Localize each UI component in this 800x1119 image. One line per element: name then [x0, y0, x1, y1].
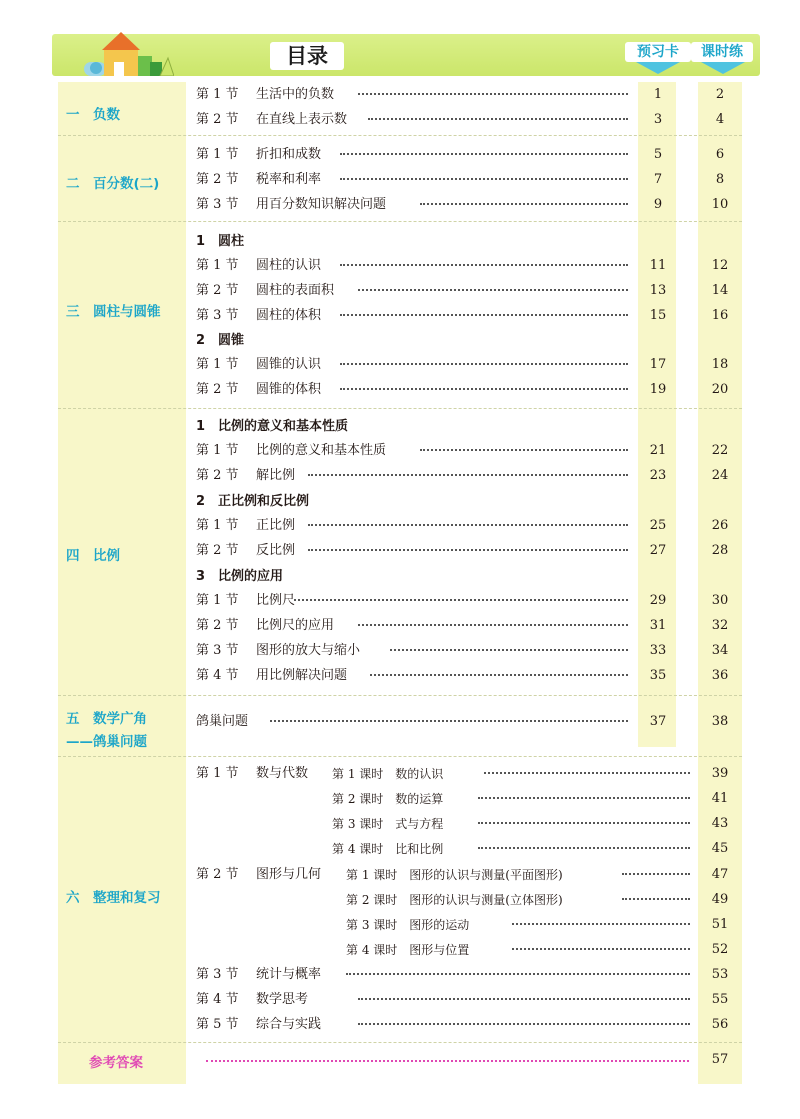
section-number: 第 1 节 — [196, 443, 239, 458]
subsection-heading: 1 比例的意义和基本性质 — [196, 419, 349, 434]
practice-page-number[interactable]: 41 — [711, 791, 729, 806]
section-number: 第 2 节 — [196, 618, 239, 633]
section-number: 第 3 节 — [196, 197, 239, 212]
section-divider — [58, 408, 742, 409]
preview-page-number[interactable]: 7 — [653, 172, 663, 187]
section-divider — [58, 756, 742, 757]
toc-row[interactable] — [196, 381, 636, 399]
preview-page-number[interactable]: 5 — [653, 147, 663, 162]
practice-page-number[interactable]: 28 — [711, 543, 729, 558]
section-title: 用比例解决问题 — [256, 668, 348, 683]
practice-page-number[interactable]: 8 — [715, 172, 725, 187]
practice-page-number[interactable]: 52 — [711, 942, 729, 957]
leader-dots — [340, 178, 628, 180]
answers-page-number[interactable]: 57 — [711, 1052, 729, 1067]
unit-column — [58, 82, 186, 1084]
practice-page-number[interactable]: 32 — [711, 618, 729, 633]
leader-dots — [622, 898, 690, 900]
leader-dots — [368, 118, 628, 120]
unit-label[interactable]: 六 整理和复习 — [66, 890, 161, 906]
preview-page-number[interactable]: 9 — [653, 197, 663, 212]
preview-page-number[interactable]: 37 — [649, 714, 667, 729]
section-title: 图形的放大与缩小 — [256, 643, 361, 658]
leader-dots — [622, 873, 690, 875]
section-number: 第 3 节 — [196, 967, 239, 982]
section-number: 第 2 节 — [196, 543, 239, 558]
preview-page-number[interactable]: 25 — [649, 518, 667, 533]
unit-label[interactable]: 五 数学广角 — [66, 711, 147, 727]
toc-row[interactable] — [196, 790, 696, 808]
lesson-title: 第 2 课时 图形的认识与测量(立体图形) — [346, 893, 563, 907]
leader-dots — [340, 363, 628, 365]
practice-page-number[interactable]: 45 — [711, 841, 729, 856]
subsection-heading: 2 圆锥 — [196, 333, 245, 348]
lesson-title: 第 1 课时 图形的认识与测量(平面图形) — [346, 868, 563, 882]
preview-page-number[interactable]: 21 — [649, 443, 667, 458]
leader-dots — [308, 549, 628, 551]
preview-page-number[interactable]: 15 — [649, 308, 667, 323]
section-title: 反比例 — [256, 543, 296, 558]
practice-page-number[interactable]: 47 — [711, 867, 729, 882]
lesson-title: 第 2 课时 数的运算 — [332, 792, 444, 806]
section-title: 统计与概率 — [256, 967, 322, 982]
preview-page-number[interactable]: 13 — [649, 283, 667, 298]
preview-page-number[interactable]: 19 — [649, 382, 667, 397]
leader-dots — [340, 153, 628, 155]
toc-row[interactable] — [196, 966, 696, 984]
practice-page-number[interactable]: 12 — [711, 258, 729, 273]
chevron-down-icon — [636, 62, 680, 74]
section-title: 数与代数 — [256, 766, 309, 781]
section-number: 第 1 节 — [196, 258, 239, 273]
section-divider — [58, 221, 742, 222]
toc-row[interactable] — [196, 765, 696, 783]
preview-page-number[interactable]: 31 — [649, 618, 667, 633]
leader-dots — [308, 474, 628, 476]
practice-page-number[interactable]: 34 — [711, 643, 729, 658]
leader-dots — [308, 524, 628, 526]
leader-dots — [390, 649, 628, 651]
section-title: 图形与几何 — [256, 867, 322, 882]
section-number: 第 2 节 — [196, 382, 239, 397]
section-title: 正比例 — [256, 518, 296, 533]
section-title: 比例尺 — [256, 593, 296, 608]
toc-row[interactable] — [196, 356, 636, 374]
leader-dots — [340, 388, 628, 390]
section-title: 用百分数知识解决问题 — [256, 197, 387, 212]
lesson-title: 第 4 课时 比和比例 — [332, 842, 444, 856]
subsection-heading: 3 比例的应用 — [196, 569, 284, 584]
toc-row[interactable] — [196, 713, 636, 731]
lesson-title: 第 1 课时 数的认识 — [332, 767, 444, 781]
preview-page-number[interactable]: 33 — [649, 643, 667, 658]
section-number: 第 1 节 — [196, 87, 239, 102]
toc-row[interactable] — [196, 592, 636, 610]
leader-dots — [358, 624, 628, 626]
practice-page-number[interactable]: 56 — [711, 1017, 729, 1032]
toc-row[interactable] — [196, 307, 636, 325]
section-number: 第 1 节 — [196, 518, 239, 533]
preview-page-number[interactable]: 1 — [653, 87, 663, 102]
unit-label[interactable]: 三 圆柱与圆锥 — [66, 304, 161, 320]
lesson-title: 第 4 课时 图形与位置 — [346, 943, 470, 957]
practice-page-number[interactable]: 20 — [711, 382, 729, 397]
section-title: 比例尺的应用 — [256, 618, 335, 633]
section-title: 圆柱的表面积 — [256, 283, 335, 298]
leader-dots — [294, 599, 628, 601]
toc-row[interactable] — [196, 866, 696, 884]
section-divider — [58, 695, 742, 696]
subsection-heading: 2 正比例和反比例 — [196, 494, 310, 509]
leader-dots — [340, 314, 628, 316]
chevron-down-icon — [701, 62, 745, 74]
leader-dots — [346, 973, 690, 975]
preview-page-number[interactable]: 23 — [649, 468, 667, 483]
toc-row[interactable] — [196, 282, 636, 300]
leader-dots — [358, 93, 628, 95]
leader-dots — [358, 289, 628, 291]
section-number: 第 2 节 — [196, 172, 239, 187]
section-title: 综合与实践 — [256, 1017, 322, 1032]
lesson-title: 第 3 课时 图形的运动 — [346, 918, 470, 932]
preview-page-number[interactable]: 3 — [653, 112, 663, 127]
section-title: 圆柱的认识 — [256, 258, 322, 273]
lesson-title: 第 3 课时 式与方程 — [332, 817, 444, 831]
toc-row[interactable] — [196, 667, 636, 685]
toc-row[interactable] — [196, 171, 636, 189]
section-number: 第 4 节 — [196, 992, 239, 1007]
section-number: 第 1 节 — [196, 593, 239, 608]
toc-row[interactable] — [196, 146, 636, 164]
column-header-lesson-practice: 课时练 — [691, 42, 753, 62]
practice-page-number[interactable]: 53 — [711, 967, 729, 982]
leader-dots — [370, 674, 628, 676]
section-number: 第 2 节 — [196, 112, 239, 127]
unit-label[interactable]: 二 百分数(二) — [66, 176, 160, 192]
leader-dots — [270, 720, 628, 722]
preview-page-number[interactable]: 11 — [649, 258, 667, 273]
leader-dots — [478, 797, 690, 799]
toc-row[interactable] — [196, 941, 696, 959]
practice-page-number[interactable]: 16 — [711, 308, 729, 323]
practice-page-number[interactable]: 2 — [715, 87, 725, 102]
leader-dots — [206, 1060, 689, 1062]
toc-row[interactable] — [196, 916, 696, 934]
section-title: 圆锥的体积 — [256, 382, 322, 397]
section-title: 圆锥的认识 — [256, 357, 322, 372]
toc-row[interactable] — [196, 467, 636, 485]
practice-page-number[interactable]: 14 — [711, 283, 729, 298]
practice-page-number[interactable]: 55 — [711, 992, 729, 1007]
toc-row[interactable] — [196, 642, 636, 660]
leader-dots — [484, 772, 690, 774]
leader-dots — [512, 948, 690, 950]
leader-dots — [420, 449, 628, 451]
toc-row[interactable] — [196, 891, 696, 909]
leader-dots — [478, 822, 690, 824]
toc-row[interactable] — [196, 257, 636, 275]
unit-label[interactable]: 四 比例 — [66, 548, 120, 564]
section-title: 在直线上表示数 — [256, 112, 348, 127]
practice-page-number[interactable]: 36 — [711, 668, 729, 683]
section-divider — [58, 1042, 742, 1043]
toc-row[interactable] — [196, 815, 696, 833]
practice-page-number[interactable]: 30 — [711, 593, 729, 608]
preview-page-number[interactable]: 27 — [649, 543, 667, 558]
section-title: 数学思考 — [256, 992, 309, 1007]
section-divider — [58, 135, 742, 136]
leader-dots — [340, 264, 628, 266]
section-number: 第 1 节 — [196, 357, 239, 372]
section-number: 第 3 节 — [196, 643, 239, 658]
practice-page-number[interactable]: 39 — [711, 766, 729, 781]
practice-page-number[interactable]: 24 — [711, 468, 729, 483]
toc-row[interactable] — [196, 86, 636, 104]
toc-row[interactable] — [196, 542, 636, 560]
section-title: 税率和利率 — [256, 172, 322, 187]
toc-row[interactable] — [196, 196, 636, 214]
practice-page-number[interactable]: 26 — [711, 518, 729, 533]
section-title: 鸽巢问题 — [196, 714, 249, 729]
section-title: 圆柱的体积 — [256, 308, 322, 323]
section-number: 第 2 节 — [196, 468, 239, 483]
toc-row[interactable] — [196, 617, 636, 635]
leader-dots — [420, 203, 628, 205]
subsection-heading: 1 圆柱 — [196, 234, 245, 249]
leader-dots — [512, 923, 690, 925]
leader-dots — [358, 1023, 690, 1025]
practice-page-number[interactable]: 43 — [711, 816, 729, 831]
preview-page-number[interactable]: 35 — [649, 668, 667, 683]
practice-page-number[interactable]: 18 — [711, 357, 729, 372]
section-number: 第 1 节 — [196, 766, 239, 781]
section-title: 比例的意义和基本性质 — [256, 443, 387, 458]
unit-label[interactable]: ——鸽巢问题 — [66, 734, 147, 750]
answers-label[interactable]: 参考答案 — [89, 1055, 143, 1071]
section-number: 第 2 节 — [196, 867, 239, 882]
section-number: 第 5 节 — [196, 1017, 239, 1032]
practice-page-number[interactable]: 4 — [715, 112, 725, 127]
practice-page-number[interactable]: 6 — [715, 147, 725, 162]
practice-page-number[interactable]: 51 — [711, 917, 729, 932]
preview-page-number[interactable]: 29 — [649, 593, 667, 608]
column-header-preview-card: 预习卡 — [625, 42, 691, 62]
section-title: 解比例 — [256, 468, 296, 483]
toc-row[interactable] — [196, 442, 636, 460]
practice-page-number[interactable]: 10 — [711, 197, 729, 212]
leader-dots — [478, 847, 690, 849]
section-title: 折扣和成数 — [256, 147, 322, 162]
toc-row[interactable] — [196, 991, 696, 1009]
toc-row[interactable] — [196, 840, 696, 858]
practice-page-number[interactable]: 49 — [711, 892, 729, 907]
toc-row[interactable] — [196, 1016, 696, 1034]
section-number: 第 1 节 — [196, 147, 239, 162]
castle-illustration-icon — [84, 32, 174, 76]
section-number: 第 4 节 — [196, 668, 239, 683]
section-title: 生活中的负数 — [256, 87, 335, 102]
leader-dots — [358, 998, 690, 1000]
preview-page-number[interactable]: 17 — [649, 357, 667, 372]
toc-row[interactable] — [196, 111, 636, 129]
practice-page-number[interactable]: 38 — [711, 714, 729, 729]
unit-label[interactable]: 一 负数 — [66, 107, 120, 123]
section-number: 第 3 节 — [196, 308, 239, 323]
toc-row[interactable] — [196, 517, 636, 535]
page-title: 目录 — [270, 42, 344, 70]
practice-page-number[interactable]: 22 — [711, 443, 729, 458]
section-number: 第 2 节 — [196, 283, 239, 298]
